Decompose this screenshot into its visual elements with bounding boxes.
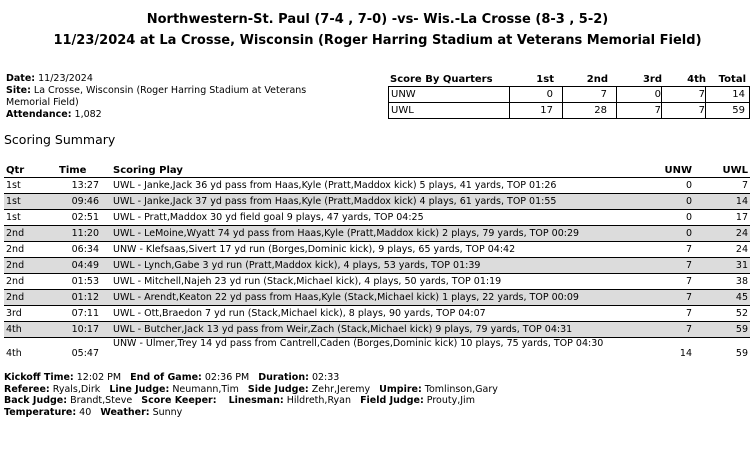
quarters-row-uwl [388,103,750,119]
scoring-unw-score: 0 [685,196,692,207]
date-info [6,73,93,85]
header-scoring-play: Scoring Play [113,165,183,176]
scoring-unw-score: 7 [685,260,692,271]
kickoff-label: Kickoff Time: [4,372,74,383]
quarters-q4: 7 [698,89,705,100]
header-time: Time [59,165,87,176]
scoring-unw-score: 7 [685,244,692,255]
scoring-row [4,242,750,258]
quarters-q1: 0 [546,89,553,100]
duration-label: Duration: [258,372,309,383]
score-by-quarters-table [388,74,750,119]
scoring-play: UWL - LeMoine,Wyatt 74 yd pass from Haas,Kyle (Pratt,Maddox kick) 2 plays, 79 yards, TOP 00:29 [113,228,580,239]
scoring-summary-table [4,165,750,364]
scoring-time: 06:34 [71,244,99,255]
scoring-qtr: 1st [6,212,21,223]
umpire-label: Umpire: [379,383,422,395]
scoring-uwl-score: 17 [735,212,748,223]
footer-line-4 [4,407,498,419]
quarters-team: UNW [391,89,416,100]
scoring-summary-title: Scoring Summary [4,132,116,147]
quarters-q3: 7 [654,105,661,116]
quarters-header-4th: 4th [687,74,706,85]
scoring-header-row [4,165,750,178]
footer-line-3 [4,395,498,407]
quarters-q3: 0 [654,89,661,100]
quarters-team: UWL [391,105,414,116]
scoring-unw-score: 0 [685,212,692,223]
duration-value: 02:33 [311,372,340,383]
temperature-value: 40 [79,406,92,418]
scoring-qtr: 3rd [6,308,22,319]
attendance-info [6,109,102,121]
footer-line-2 [4,384,498,396]
linesman-label: Linesman: [228,395,284,406]
game-title: Northwestern-St. Paul (7-4 , 7-0) -vs- Wis.-La Crosse (8-3 , 5-2) [146,12,609,27]
quarters-header-row [388,74,750,87]
scoring-play: UNW - Klefsaas,Sivert 17 yd run (Borges,Dominic kick), 9 plays, 65 yards, TOP 04:42 [113,244,516,255]
footer-line-1 [4,372,498,384]
referee-value: Ryals,Dirk [52,383,101,395]
scoring-time: 13:27 [71,180,99,191]
scoring-row [4,178,750,194]
scoring-row [4,306,750,322]
header-unw: UNW [664,165,692,176]
scoring-uwl-score: 52 [735,308,748,319]
scoring-unw-score: 14 [679,348,692,359]
quarters-q4: 7 [698,105,705,116]
end-value: 02:36 PM [204,372,250,383]
date-value: 11/23/2024 [38,73,93,84]
attendance-value: 1,082 [74,109,102,120]
scoring-play: UWL - Ott,Braedon 7 yd run (Stack,Michael kick), 8 plays, 90 yards, TOP 04:07 [113,308,486,319]
scoring-qtr: 4th [6,324,22,335]
quarters-q1: 17 [540,105,553,116]
scoring-qtr: 2nd [6,292,25,303]
kickoff-value: 12:02 PM [76,372,122,383]
scoring-qtr: 4th [6,348,22,359]
quarters-header-total: Total [718,74,746,85]
scoring-play: UWL - Janke,Jack 36 yd pass from Haas,Kyle (Pratt,Maddox kick) 5 plays, 41 yards, TOP 01:26 [113,180,557,191]
scoring-play: UWL - Janke,Jack 37 yd pass from Haas,Kyle (Pratt,Maddox kick) 4 plays, 61 yards, TOP 01:55 [113,196,557,207]
weather-value: Sunny [152,406,183,418]
scoring-row [4,274,750,290]
line-judge-value: Neumann,Tim [172,383,239,395]
quarters-total: 59 [732,105,745,116]
site-value: La Crosse, Wisconsin (Roger Harring Stadium at Veterans Memorial Field) [6,85,307,108]
scoring-row [4,210,750,226]
scoring-row [4,194,750,210]
quarters-header-1st: 1st [536,74,554,85]
scoring-qtr: 1st [6,180,21,191]
quarters-q2: 28 [594,105,607,116]
temperature-label: Temperature: [4,406,77,418]
field-judge-label: Field Judge: [360,395,424,406]
scoring-play: UWL - Pratt,Maddox 30 yd field goal 9 plays, 47 yards, TOP 04:25 [113,212,424,223]
scoring-time: 09:46 [71,196,99,207]
scoring-time: 11:20 [71,228,99,239]
header-qtr: Qtr [6,165,25,176]
score-keeper-label: Score Keeper: [141,395,217,406]
scoring-play: UWL - Lynch,Gabe 3 yd run (Pratt,Maddox kick), 4 plays, 53 yards, TOP 01:39 [113,260,481,271]
quarters-header-3rd: 3rd [642,74,662,85]
scoring-time: 05:47 [71,348,99,359]
date-label: Date: [6,73,36,84]
scoring-uwl-score: 59 [735,324,748,335]
scoring-qtr: 2nd [6,244,25,255]
end-label: End of Game: [130,372,202,383]
scoring-uwl-score: 31 [735,260,748,271]
attendance-label: Attendance: [6,109,72,120]
game-officials-footer [4,372,498,418]
side-judge-value: Zehr,Jeremy [311,383,371,395]
scoring-uwl-score: 24 [735,228,748,239]
scoring-play: UNW - Ulmer,Trey 14 yd pass from Cantrell,Caden (Borges,Dominic kick) 10 plays, 75 yards, TOP 04:30 [113,338,604,349]
scoring-uwl-score: 38 [735,276,748,287]
quarters-header-2nd: 2nd [586,74,608,85]
linesman-value: Hildreth,Ryan [286,395,351,406]
quarters-row-unw [388,87,750,103]
side-judge-label: Side Judge: [247,383,309,395]
scoring-unw-score: 7 [685,308,692,319]
scoring-row [4,258,750,274]
weather-label: Weather: [100,406,150,418]
back-judge-value: Brandt,Steve [70,395,133,406]
back-judge-label: Back Judge: [4,395,68,406]
quarters-header-label: Score By Quarters [390,74,493,85]
scoring-unw-score: 7 [685,292,692,303]
quarters-total: 14 [732,89,745,100]
scoring-time: 04:49 [71,260,99,271]
scoring-play: UWL - Arendt,Keaton 22 yd pass from Haas,Kyle (Stack,Michael kick) 1 plays, 22 yards, TOP 00:09 [113,292,579,303]
scoring-unw-score: 0 [685,228,692,239]
scoring-qtr: 1st [6,196,21,207]
line-judge-label: Line Judge: [109,383,170,395]
scoring-row [4,290,750,306]
scoring-time: 02:51 [71,212,99,223]
game-subtitle: 11/23/2024 at La Crosse, Wisconsin (Roger Harring Stadium at Veterans Memorial Field) [53,33,702,48]
site-info [6,85,351,109]
scoring-time: 07:11 [71,308,99,319]
scoring-row [4,338,750,364]
referee-label: Referee: [4,383,50,395]
scoring-row [4,226,750,242]
umpire-value: Tomlinson,Gary [424,383,498,395]
scoring-uwl-score: 7 [741,180,748,191]
scoring-unw-score: 7 [685,324,692,335]
scoring-uwl-score: 59 [735,348,748,359]
scoring-time: 10:17 [71,324,99,335]
quarters-q2: 7 [600,89,607,100]
scoring-uwl-score: 24 [735,244,748,255]
header-uwl: UWL [722,165,748,176]
site-label: Site: [6,85,31,96]
scoring-uwl-score: 14 [735,196,748,207]
scoring-play: UWL - Mitchell,Najeh 23 yd run (Stack,Michael kick), 4 plays, 50 yards, TOP 01:19 [113,276,502,287]
scoring-unw-score: 0 [685,180,692,191]
scoring-unw-score: 7 [685,276,692,287]
scoring-row [4,322,750,338]
scoring-qtr: 2nd [6,260,25,271]
scoring-uwl-score: 45 [735,292,748,303]
field-judge-value: Prouty,Jim [426,395,475,406]
scoring-time: 01:53 [71,276,99,287]
scoring-qtr: 2nd [6,276,25,287]
scoring-qtr: 2nd [6,228,25,239]
scoring-time: 01:12 [71,292,99,303]
scoring-play: UWL - Butcher,Jack 13 yd pass from Weir,Zach (Stack,Michael kick) 9 plays, 79 yards, TOP 04:31 [113,324,573,335]
